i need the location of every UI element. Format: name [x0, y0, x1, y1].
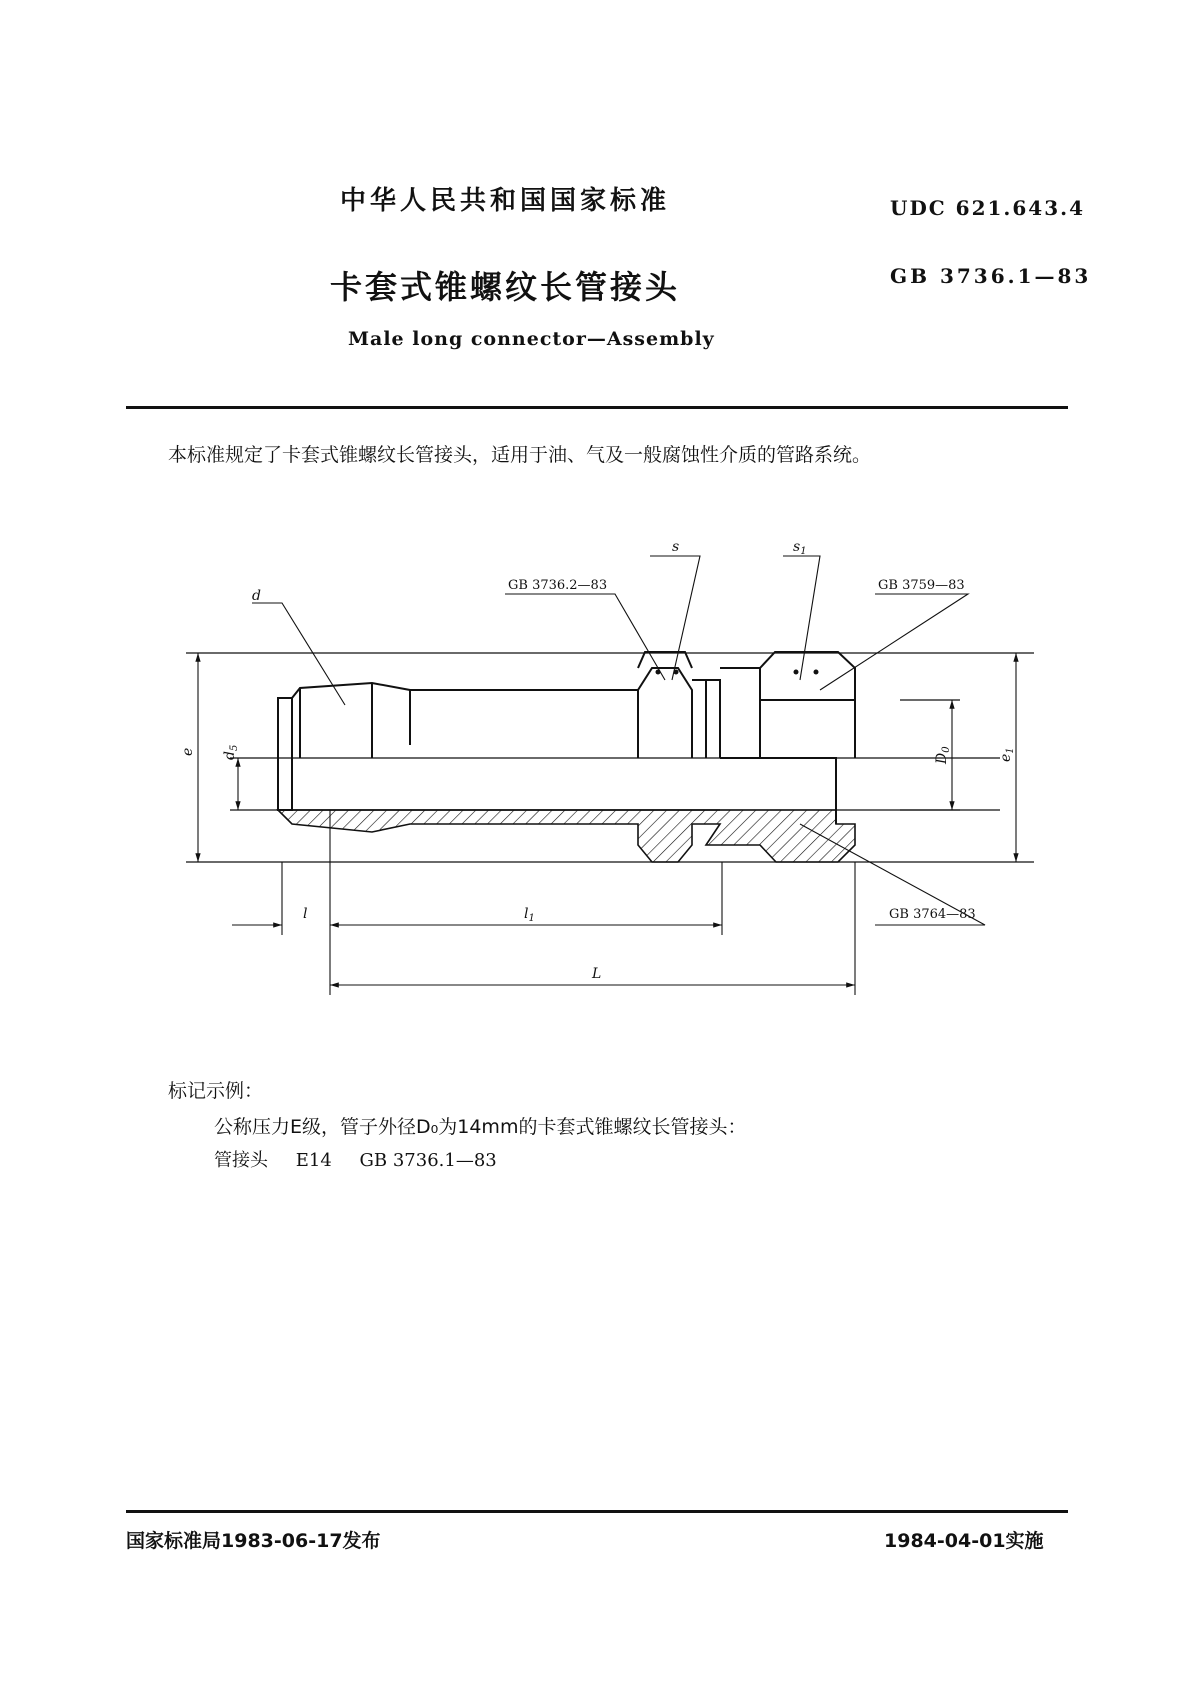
marking-code-std: GB 3736.1—83 — [359, 1150, 497, 1171]
nut-hole-3 — [794, 670, 799, 675]
nut-hole-4 — [814, 670, 819, 675]
dim-L-label: L — [592, 966, 602, 982]
standard-code: GB 3736.1—83 — [890, 264, 1092, 288]
center-and-bore-lines — [230, 700, 1000, 810]
marking-code-grade: E14 — [295, 1150, 332, 1171]
udc-number: UDC 621.643.4 — [890, 196, 1086, 220]
body-std-label: GB 3759—83 — [878, 578, 965, 593]
nut-std-label: GB 3736.2—83 — [508, 578, 608, 593]
standard-name: 中华人民共和国国家标准 — [340, 186, 671, 216]
dim-d5-label: $d_5$ — [222, 744, 240, 760]
sleeve-std-label: GB 3764—83 — [889, 907, 976, 922]
dim-d-label: d — [252, 588, 261, 604]
leader-lines — [252, 556, 985, 925]
scope-paragraph: 本标准规定了卡套式锥螺纹长管接头，适用于油、气及一般腐蚀性介质的管路系统。 — [168, 444, 872, 466]
dim-l1-label: $l_1$ — [524, 906, 535, 924]
body-outline — [278, 652, 855, 824]
marking-heading: 标记示例： — [168, 1080, 264, 1102]
marking-code-name: 管接头 — [214, 1150, 268, 1171]
issue-date: 国家标准局1983-06-17发布 — [126, 1530, 381, 1552]
marking-code — [214, 1146, 519, 1172]
dim-e-label: e — [180, 747, 196, 756]
marking-description: 公称压力E级，管子外径D₀为14mm的卡套式锥螺纹长管接头： — [214, 1116, 747, 1138]
header-divider — [126, 406, 1068, 409]
implementation-date: 1984-04-01实施 — [884, 1530, 1044, 1552]
section-hatch — [278, 810, 855, 862]
dim-s-label: s — [672, 539, 680, 555]
technical-drawing — [0, 530, 1191, 1010]
footer-divider — [126, 1510, 1068, 1513]
dim-l-label: l — [303, 906, 308, 922]
dim-e1-label: $e_1$ — [998, 747, 1016, 762]
page-title-english: Male long connector—Assembly — [348, 328, 715, 350]
dim-s1-label: $s_1$ — [793, 539, 807, 557]
dim-D0-label: $D_0$ — [934, 746, 952, 764]
page-title: 卡套式锥螺纹长管接头 — [330, 268, 681, 306]
